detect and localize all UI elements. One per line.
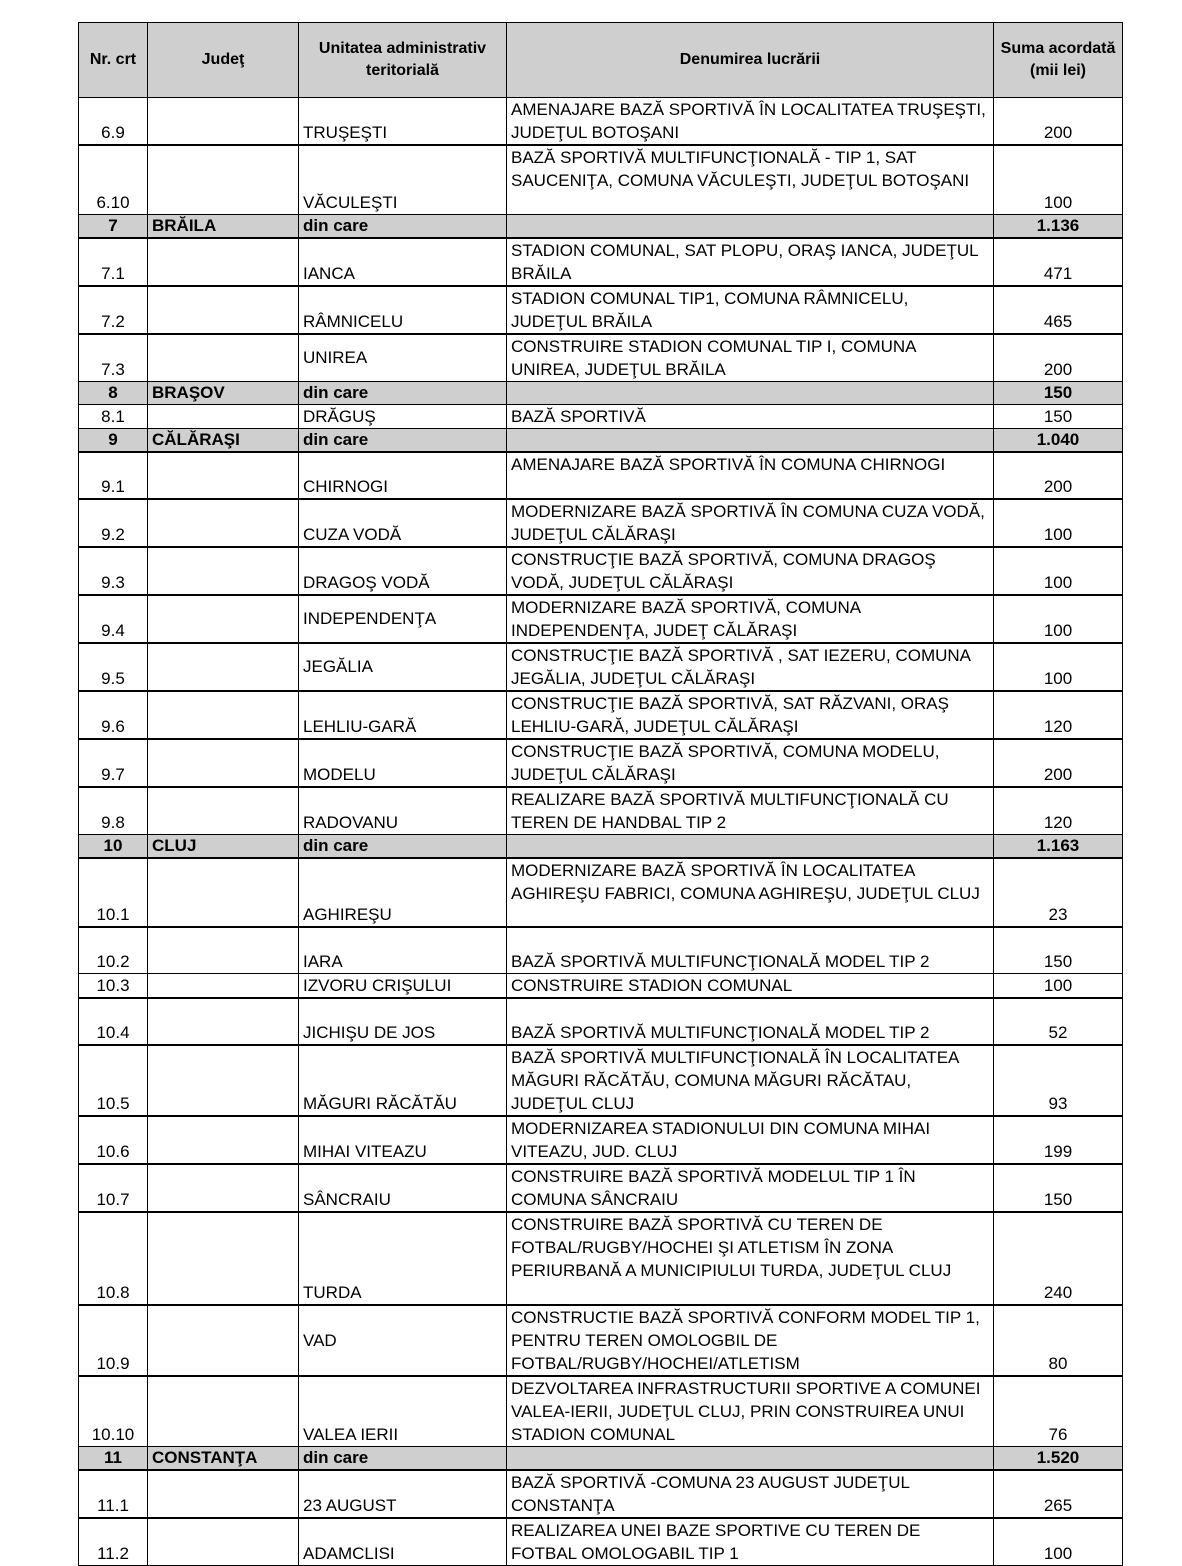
work-description: BAZĂ SPORTIVĂ MULTIFUNCŢIONALĂ MODEL TIP 2 — [507, 998, 994, 1045]
work-description: BAZĂ SPORTIVĂ — [507, 404, 994, 428]
row-number: 9.7 — [79, 739, 148, 787]
amount-value: 93 — [994, 1045, 1123, 1116]
county-name — [148, 1518, 299, 1566]
header-nr: Nr. crt — [79, 23, 148, 98]
header-unitate: Unitatea administrativ teritorială — [299, 23, 507, 98]
row-number: 9.3 — [79, 547, 148, 595]
amount-value: 265 — [994, 1470, 1123, 1518]
amount-value: 465 — [994, 286, 1123, 334]
work-description: REALIZARE BAZĂ SPORTIVĂ MULTIFUNCŢIONALĂ CU TEREN DE HANDBAL TIP 2 — [507, 787, 994, 835]
county-group-row — [79, 381, 1123, 404]
unit-name: 23 AUGUST — [299, 1470, 507, 1518]
work-description — [507, 834, 994, 858]
row-number: 6.10 — [79, 145, 148, 214]
table-row — [79, 334, 1123, 382]
amount-value: 1.040 — [994, 428, 1123, 452]
table-row — [79, 595, 1123, 643]
amount-value: 76 — [994, 1376, 1123, 1447]
work-description: AMENAJARE BAZĂ SPORTIVĂ ÎN LOCALITATEA TRUŞEŞTI, JUDEŢUL BOTOŞANI — [507, 98, 994, 146]
county-name — [148, 858, 299, 927]
amount-value: 150 — [994, 1164, 1123, 1212]
row-number: 9.2 — [79, 499, 148, 547]
unit-name: DRAGOŞ VODĂ — [299, 547, 507, 595]
row-number: 9 — [79, 428, 148, 452]
county-group-row — [79, 214, 1123, 238]
amount-value: 200 — [994, 334, 1123, 382]
table-row — [79, 1045, 1123, 1116]
unit-name: TURDA — [299, 1212, 507, 1305]
amount-value: 150 — [994, 404, 1123, 428]
amount-value: 120 — [994, 787, 1123, 835]
table-row — [79, 452, 1123, 499]
amount-value: 80 — [994, 1305, 1123, 1376]
row-number: 10.5 — [79, 1045, 148, 1116]
county-name — [148, 1116, 299, 1164]
row-number: 9.4 — [79, 595, 148, 643]
row-number: 7 — [79, 214, 148, 238]
work-description: STADION COMUNAL TIP1, COMUNA RÂMNICELU, JUDEŢUL BRĂILA — [507, 286, 994, 334]
county-name — [148, 927, 299, 974]
table-row — [79, 739, 1123, 787]
work-description — [507, 381, 994, 404]
amount-value: 120 — [994, 691, 1123, 739]
work-description: CONSTRUCTIE BAZĂ SPORTIVĂ CONFORM MODEL TIP 1, PENTRU TEREN OMOLOGBIL DE FOTBAL/RUGBY/HOCHEI/ATLETISM — [507, 1305, 994, 1376]
table-row — [79, 404, 1123, 428]
table-row — [79, 286, 1123, 334]
county-group-row — [79, 428, 1123, 452]
amount-value: 471 — [994, 238, 1123, 286]
funding-table — [78, 22, 1123, 1566]
amount-value: 150 — [994, 381, 1123, 404]
county-name — [148, 1164, 299, 1212]
unit-name: IARA — [299, 927, 507, 974]
table-row — [79, 547, 1123, 595]
unit-name: din care — [299, 834, 507, 858]
row-number: 7.1 — [79, 238, 148, 286]
work-description: MODERNIZARE BAZĂ SPORTIVĂ, COMUNA INDEPENDENŢA, JUDEŢ CĂLĂRAŞI — [507, 595, 994, 643]
table-row — [79, 998, 1123, 1045]
county-name — [148, 238, 299, 286]
table-row — [79, 1376, 1123, 1447]
unit-name: UNIREA — [299, 334, 507, 382]
unit-name: IZVORU CRIŞULUI — [299, 974, 507, 999]
table-row — [79, 499, 1123, 547]
work-description — [507, 1447, 994, 1471]
unit-name: CUZA VODĂ — [299, 499, 507, 547]
amount-value: 1.163 — [994, 834, 1123, 858]
amount-value: 100 — [994, 1518, 1123, 1566]
amount-value: 100 — [994, 547, 1123, 595]
work-description: BAZĂ SPORTIVĂ -COMUNA 23 AUGUST JUDEŢUL CONSTANŢA — [507, 1470, 994, 1518]
row-number: 11 — [79, 1447, 148, 1471]
county-name — [148, 547, 299, 595]
county-name — [148, 286, 299, 334]
unit-name: VALEA IERII — [299, 1376, 507, 1447]
work-description: REALIZAREA UNEI BAZE SPORTIVE CU TEREN DE FOTBAL OMOLOGABIL TIP 1 — [507, 1518, 994, 1566]
table-row — [79, 974, 1123, 999]
row-number: 7.3 — [79, 334, 148, 382]
table-row — [79, 1212, 1123, 1305]
unit-name: MĂGURI RĂCĂTĂU — [299, 1045, 507, 1116]
row-number: 10.3 — [79, 974, 148, 999]
row-number: 10.1 — [79, 858, 148, 927]
unit-name: VĂCULEŞTI — [299, 145, 507, 214]
unit-name: JICHIŞU DE JOS — [299, 998, 507, 1045]
amount-value: 100 — [994, 643, 1123, 691]
unit-name: AGHIREŞU — [299, 858, 507, 927]
amount-value: 200 — [994, 452, 1123, 499]
work-description: BAZĂ SPORTIVĂ MULTIFUNCŢIONALĂ ÎN LOCALITATEA MĂGURI RĂCĂTĂU, COMUNA MĂGURI RĂCĂTAU, JUDEŢUL CLUJ — [507, 1045, 994, 1116]
county-group-row — [79, 834, 1123, 858]
unit-name: LEHLIU-GARĂ — [299, 691, 507, 739]
table-header-row — [79, 23, 1123, 98]
work-description: CONSTRUCŢIE BAZĂ SPORTIVĂ, COMUNA DRAGOŞ VODĂ, JUDEŢUL CĂLĂRAŞI — [507, 547, 994, 595]
row-number: 8 — [79, 381, 148, 404]
row-number: 10.9 — [79, 1305, 148, 1376]
table-row — [79, 145, 1123, 214]
unit-name: din care — [299, 381, 507, 404]
county-name: BRĂILA — [148, 214, 299, 238]
work-description: MODERNIZARE BAZĂ SPORTIVĂ ÎN LOCALITATEA AGHIREŞU FABRICI, COMUNA AGHIREŞU, JUDEŢUL CLUJ — [507, 858, 994, 927]
row-number: 9.8 — [79, 787, 148, 835]
work-description: CONSTRUCŢIE BAZĂ SPORTIVĂ, SAT RĂZVANI, ORAŞ LEHLIU-GARĂ, JUDEŢUL CĂLĂRAŞI — [507, 691, 994, 739]
row-number: 10.7 — [79, 1164, 148, 1212]
work-description: MODERNIZARE BAZĂ SPORTIVĂ ÎN COMUNA CUZA VODĂ, JUDEŢUL CĂLĂRAŞI — [507, 499, 994, 547]
header-judet: Judeţ — [148, 23, 299, 98]
row-number: 9.5 — [79, 643, 148, 691]
county-name: CLUJ — [148, 834, 299, 858]
county-name — [148, 499, 299, 547]
table-row — [79, 787, 1123, 835]
row-number: 10.2 — [79, 927, 148, 974]
county-name — [148, 404, 299, 428]
amount-value: 200 — [994, 739, 1123, 787]
work-description: MODERNIZAREA STADIONULUI DIN COMUNA MIHAI VITEAZU, JUD. CLUJ — [507, 1116, 994, 1164]
county-name: BRAŞOV — [148, 381, 299, 404]
amount-value: 240 — [994, 1212, 1123, 1305]
unit-name: MIHAI VITEAZU — [299, 1116, 507, 1164]
row-number: 7.2 — [79, 286, 148, 334]
row-number: 10.10 — [79, 1376, 148, 1447]
table-row — [79, 858, 1123, 927]
header-suma: Suma acordată (mii lei) — [994, 23, 1123, 98]
unit-name: VAD — [299, 1305, 507, 1376]
county-name — [148, 1305, 299, 1376]
table-row — [79, 238, 1123, 286]
county-name: CONSTANŢA — [148, 1447, 299, 1471]
county-name — [148, 691, 299, 739]
amount-value: 100 — [994, 145, 1123, 214]
unit-name: MODELU — [299, 739, 507, 787]
amount-value: 52 — [994, 998, 1123, 1045]
table-row — [79, 643, 1123, 691]
amount-value: 23 — [994, 858, 1123, 927]
row-number: 9.6 — [79, 691, 148, 739]
work-description: CONSTRUIRE STADION COMUNAL TIP I, COMUNA UNIREA, JUDEŢUL BRĂILA — [507, 334, 994, 382]
county-name: CĂLĂRAŞI — [148, 428, 299, 452]
unit-name: ADAMCLISI — [299, 1518, 507, 1566]
work-description — [507, 214, 994, 238]
table-body — [79, 98, 1123, 1566]
amount-value: 200 — [994, 98, 1123, 146]
unit-name: CHIRNOGI — [299, 452, 507, 499]
table-row — [79, 1518, 1123, 1566]
amount-value: 100 — [994, 499, 1123, 547]
county-name — [148, 145, 299, 214]
work-description: BAZĂ SPORTIVĂ MULTIFUNCŢIONALĂ MODEL TIP 2 — [507, 927, 994, 974]
unit-name: din care — [299, 214, 507, 238]
row-number: 10.4 — [79, 998, 148, 1045]
table-row — [79, 1116, 1123, 1164]
amount-value: 199 — [994, 1116, 1123, 1164]
county-name — [148, 739, 299, 787]
amount-value: 1.136 — [994, 214, 1123, 238]
unit-name: din care — [299, 428, 507, 452]
county-name — [148, 1045, 299, 1116]
table-row — [79, 1164, 1123, 1212]
work-description: BAZĂ SPORTIVĂ MULTIFUNCŢIONALĂ - TIP 1, SAT SAUCENIŢA, COMUNA VĂCULEŞTI, JUDEŢUL BOTOŞANI — [507, 145, 994, 214]
county-name — [148, 1212, 299, 1305]
header-lucrare: Denumirea lucrării — [507, 23, 994, 98]
work-description: CONSTRUCŢIE BAZĂ SPORTIVĂ, COMUNA MODELU, JUDEŢUL CĂLĂRAŞI — [507, 739, 994, 787]
unit-name: RADOVANU — [299, 787, 507, 835]
row-number: 10.8 — [79, 1212, 148, 1305]
county-name — [148, 334, 299, 382]
work-description: DEZVOLTAREA INFRASTRUCTURII SPORTIVE A COMUNEI VALEA-IERII, JUDEŢUL CLUJ, PRIN CONSTRUIREA UNUI STADION COMUNAL — [507, 1376, 994, 1447]
table-row — [79, 1470, 1123, 1518]
county-name — [148, 595, 299, 643]
county-name — [148, 1376, 299, 1447]
work-description: CONSTRUIRE BAZĂ SPORTIVĂ MODELUL TIP 1 ÎN COMUNA SÂNCRAIU — [507, 1164, 994, 1212]
county-group-row — [79, 1447, 1123, 1471]
work-description: CONSTRUIRE BAZĂ SPORTIVĂ CU TEREN DE FOTBAL/RUGBY/HOCHEI ŞI ATLETISM ÎN ZONA PERIURBANĂ A MUNICIPIULUI TURDA, JUDEŢUL CLUJ — [507, 1212, 994, 1305]
work-description: AMENAJARE BAZĂ SPORTIVĂ ÎN COMUNA CHIRNOGI — [507, 452, 994, 499]
unit-name: TRUŞEŞTI — [299, 98, 507, 146]
county-name — [148, 98, 299, 146]
work-description: CONSTRUCŢIE BAZĂ SPORTIVĂ , SAT IEZERU, COMUNA JEGĂLIA, JUDEŢUL CĂLĂRAŞI — [507, 643, 994, 691]
row-number: 10.6 — [79, 1116, 148, 1164]
table-row — [79, 98, 1123, 146]
table-row — [79, 691, 1123, 739]
unit-name: SÂNCRAIU — [299, 1164, 507, 1212]
unit-name: din care — [299, 1447, 507, 1471]
row-number: 11.1 — [79, 1470, 148, 1518]
amount-value: 100 — [994, 595, 1123, 643]
county-name — [148, 787, 299, 835]
county-name — [148, 643, 299, 691]
work-description — [507, 428, 994, 452]
row-number: 10 — [79, 834, 148, 858]
amount-value: 100 — [994, 974, 1123, 999]
amount-value: 150 — [994, 927, 1123, 974]
row-number: 8.1 — [79, 404, 148, 428]
row-number: 6.9 — [79, 98, 148, 146]
row-number: 9.1 — [79, 452, 148, 499]
unit-name: RÂMNICELU — [299, 286, 507, 334]
amount-value: 1.520 — [994, 1447, 1123, 1471]
unit-name: JEGĂLIA — [299, 643, 507, 691]
unit-name: DRĂGUŞ — [299, 404, 507, 428]
county-name — [148, 1470, 299, 1518]
county-name — [148, 998, 299, 1045]
county-name — [148, 974, 299, 999]
work-description: CONSTRUIRE STADION COMUNAL — [507, 974, 994, 999]
table-row — [79, 1305, 1123, 1376]
county-name — [148, 452, 299, 499]
table-row — [79, 927, 1123, 974]
unit-name: IANCA — [299, 238, 507, 286]
work-description: STADION COMUNAL, SAT PLOPU, ORAŞ IANCA, JUDEŢUL BRĂILA — [507, 238, 994, 286]
unit-name: INDEPENDENŢA — [299, 595, 507, 643]
row-number: 11.2 — [79, 1518, 148, 1566]
